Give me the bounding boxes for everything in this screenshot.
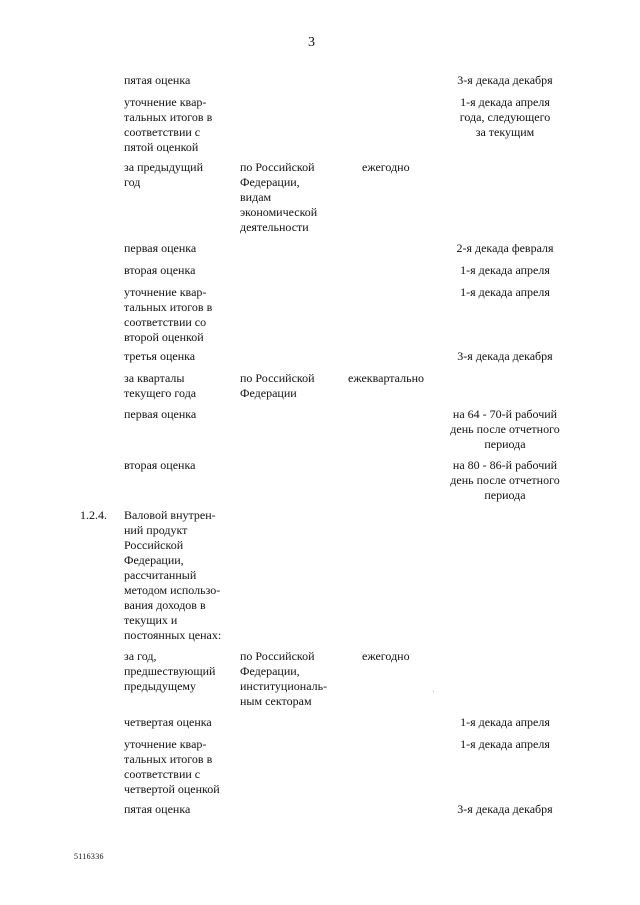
indicator-name: за год, предшествующий предыдущему (124, 649, 216, 693)
due-date: на 80 - 86-й рабочий день после отчетного периода (450, 458, 560, 502)
due-date: 1-я декада апреля (460, 285, 550, 299)
due-date: 1-я декада апреля года, следующего за текущим (459, 95, 551, 139)
indicator-name: третья оценка (124, 349, 196, 363)
due-date: 1-я декада апреля (460, 737, 550, 751)
indicator-name: первая оценка (124, 407, 197, 421)
indicator-name: уточнение квар- тальных итогов в соответствии с четвертой оценкой (124, 737, 220, 796)
indicator-name: вторая оценка (124, 263, 196, 277)
due-date: 2-я декада февраля (456, 241, 554, 255)
scope-cell: по Российской Федерации, видам экономической деятельности (240, 160, 318, 234)
indicator-name: четвертая оценка (124, 715, 212, 729)
scope-cell: по Российской Федерации (240, 371, 315, 400)
indicator-name: за предыдущий год (124, 160, 204, 189)
indicator-name: пятая оценка (124, 73, 191, 87)
due-date: 3-я декада декабря (457, 802, 553, 816)
due-date: 3-я декада декабря (457, 349, 553, 363)
item-number: 1.2.4. (80, 508, 107, 522)
indicator-name: пятая оценка (124, 802, 191, 816)
frequency-cell: ежеквартально (348, 371, 424, 385)
due-date: 1-я декада апреля (460, 715, 550, 729)
frequency-cell: ежегодно (362, 160, 410, 174)
due-date: 1-я декада апреля (460, 263, 550, 277)
due-date: на 64 - 70-й рабочий день после отчетного периода (450, 407, 560, 451)
due-date: 3-я декада декабря (457, 73, 553, 87)
scope-cell: по Российской Федерации, институциональ- ным секторам (240, 649, 328, 708)
frequency-cell: ежегодно (362, 649, 410, 663)
indicator-name: уточнение квар- тальных итогов в соответствии со второй оценкой (124, 285, 213, 344)
indicator-name: первая оценка (124, 241, 197, 255)
indicator-name: вторая оценка (124, 458, 196, 472)
indicator-name: Валовой внутрен- ний продукт Российской Федерации, рассчитанный методом использо- вания доходов в текущих и постоянных ценах: (124, 508, 222, 642)
page-number: 3 (308, 35, 315, 50)
document-code: 5116336 (74, 852, 104, 861)
indicator-name: уточнение квар- тальных итогов в соответствии с пятой оценкой (124, 95, 213, 154)
scan-speck (433, 691, 434, 692)
indicator-name: за кварталы текущего года (124, 371, 197, 400)
